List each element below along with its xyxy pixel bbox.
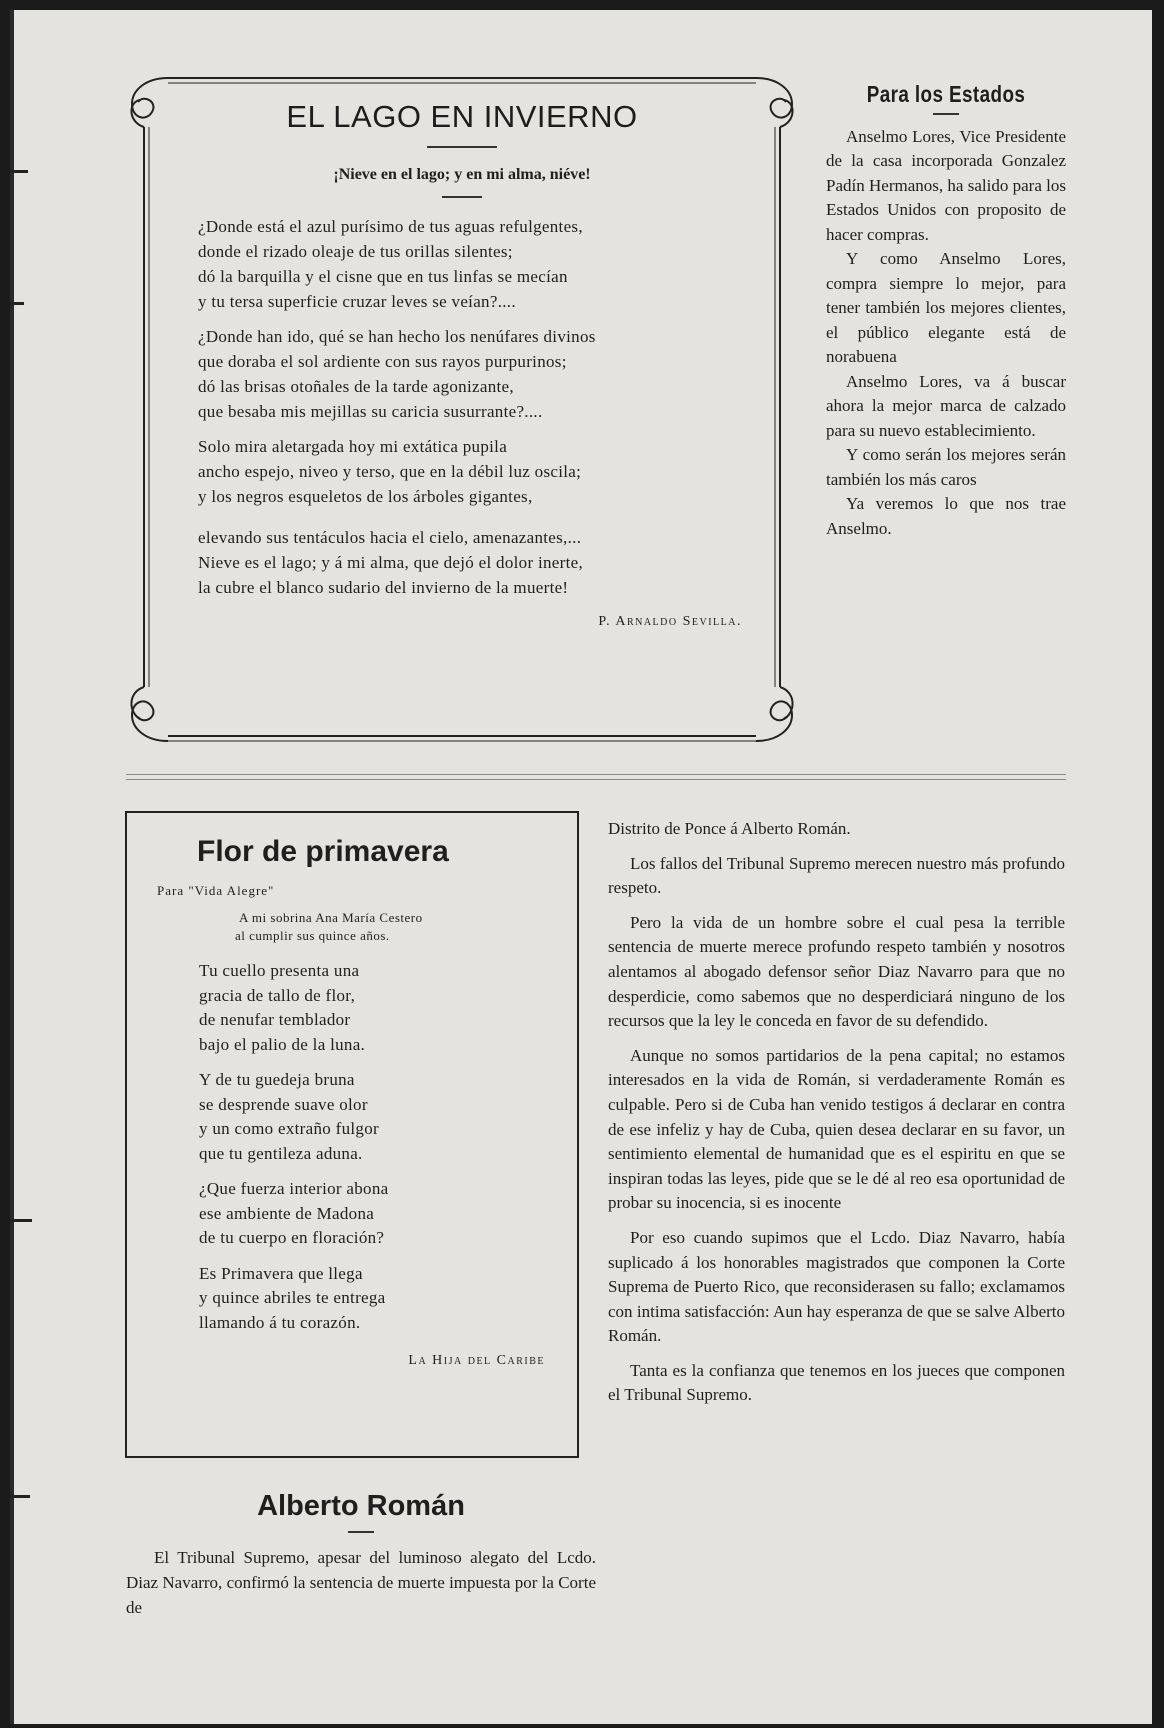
dedication: Para "Vida Alegre" [157,883,275,898]
article-alberto-roman-continued [608,817,1065,1418]
paragraph: Pero la vida de un hombre sobre el cual pesa la terrible sentencia de muerte merece profundo respeto también y nosotros alentamos al abogado defensor señor Diaz Navarro para que no desperdicie, como sabemos que no desperdiciará ninguno de los recursos que la ley le conceda en favor de su defendido. [608,912,1065,1031]
poem-signature: La Hija del Caribe [408,1353,545,1368]
article-alberto-roman [126,1490,596,1620]
stanza: ¿Donde han ido, qué se han hecho los nenúfares divinos que doraba el sol ardiente con sus rayos purpurinos; dó las brisas otoñales de la tarde agonizante, que besaba mis mejillas su caricia susurrante?.... [198,327,596,421]
stanza: elevando sus tentáculos hacia el cielo, amenazantes,... Nieve es el lago; y á mi alma, que dejó el dolor inerte, la cubre el blanco sudario del invierno de la muerte! [198,528,584,597]
paragraph: El Tribunal Supremo, apesar del luminoso alegato del Lcdo. Diaz Navarro, confirmó la sentencia de muerte impuesta por la Corte de [126,1548,596,1617]
title-rule [427,146,497,148]
stanza: Tu cuello presenta una gracia de tallo de flor, de nenufar temblador bajo el palio de la luna. [199,961,366,1054]
poem-title: EL LAGO EN INVIERNO [286,99,638,134]
paragraph: Y como Anselmo Lores, compra siempre lo mejor, para tener también los mejores clientes, el público elegante está de norabuena [826,249,1066,366]
paragraph: Distrito de Ponce á Alberto Román. [608,819,851,838]
paragraph: Aunque no somos partidarios de la pena capital; no estamos interesados en la vida de Román, si verdaderamente Román es culpable. Pero si de Cuba han venido testigos á declarar en contra de ese infeliz y hay de Cuba, quien desea declarar en su favor, un sentimiento elemental de humanidad que es el espiritu en que se inspiran todas las leyes, pide que se le dé al reo esa oportunidad de probar su inocencia, si es inocente [608,1045,1065,1213]
poem-title: Flor de primavera [197,835,449,868]
stanza: ¿Donde está el azul purísimo de tus aguas refulgentes, donde el rizado oleaje de tus orillas silentes; dó la barquilla y el cisne que en tus linfas se mecían y tu tersa superficie cruzar leves se veían?.... [198,217,583,311]
stanza: Solo mira aletargada hoy mi extática pupila ancho espejo, niveo y terso, que en la débil luz oscila; y los negros esqueletos de los árboles gigantes, [198,437,582,506]
stanza: Y de tu guedeja bruna se desprende suave olor y un como extraño fulgor que tu gentileza aduna. [199,1070,379,1163]
poem-signature: P. Arnaldo Sevilla. [598,614,742,629]
section-divider [126,774,1066,775]
poem-epigraph: ¡Nieve en el lago; y en mi alma, niéve! [333,166,591,183]
article-para-los-estados [826,82,1066,541]
article-title: Para los Estados [866,81,1026,107]
paragraph: Y como serán los mejores serán también los más caros [826,445,1066,489]
paragraph: Anselmo Lores, Vice Presidente de la casa incorporada Gonzalez Padín Hermanos, ha salido para los Estados Unidos con proposito de hacer compras. [826,126,1066,244]
stanza: ¿Que fuerza interior abona ese ambiente de Madona de tu cuerpo en floración? [199,1179,389,1247]
paragraph: Ya veremos lo que nos trae Anselmo. [826,494,1066,538]
section-divider [126,779,1066,780]
paragraph: Los fallos del Tribunal Supremo merecen nuestro más profundo respeto. [608,853,1065,898]
poem-flor-de-primavera [125,811,579,1458]
newspaper-page [10,10,1152,1724]
stanza: Es Primavera que llega y quince abriles te entrega llamando á tu corazón. [199,1263,386,1332]
epigraph-rule [442,196,482,198]
paragraph: Por eso cuando supimos que el Lcdo. Diaz Navarro, había suplicado á los honorables magistrados que componen la Corte Suprema de Puerto Rico, que reconsiderasen su fallo; exclamamos con intima satisfacción: Aun hay esperanza de que se salve Alberto Román. [608,1227,1065,1346]
title-rule [933,113,959,115]
title-rule [348,1531,374,1533]
article-title: Alberto Román [257,1490,465,1522]
paragraph: Tanta es la confianza que tenemos en los jueces que componen el Tribunal Supremo. [608,1360,1065,1405]
dedication-note: A mi sobrina Ana María Cestero al cumplir sus quince años. [235,910,423,943]
paragraph: Anselmo Lores, va á buscar ahora la mejor marca de calzado para su nuevo establecimiento. [826,371,1066,440]
poem-el-lago [162,98,762,630]
